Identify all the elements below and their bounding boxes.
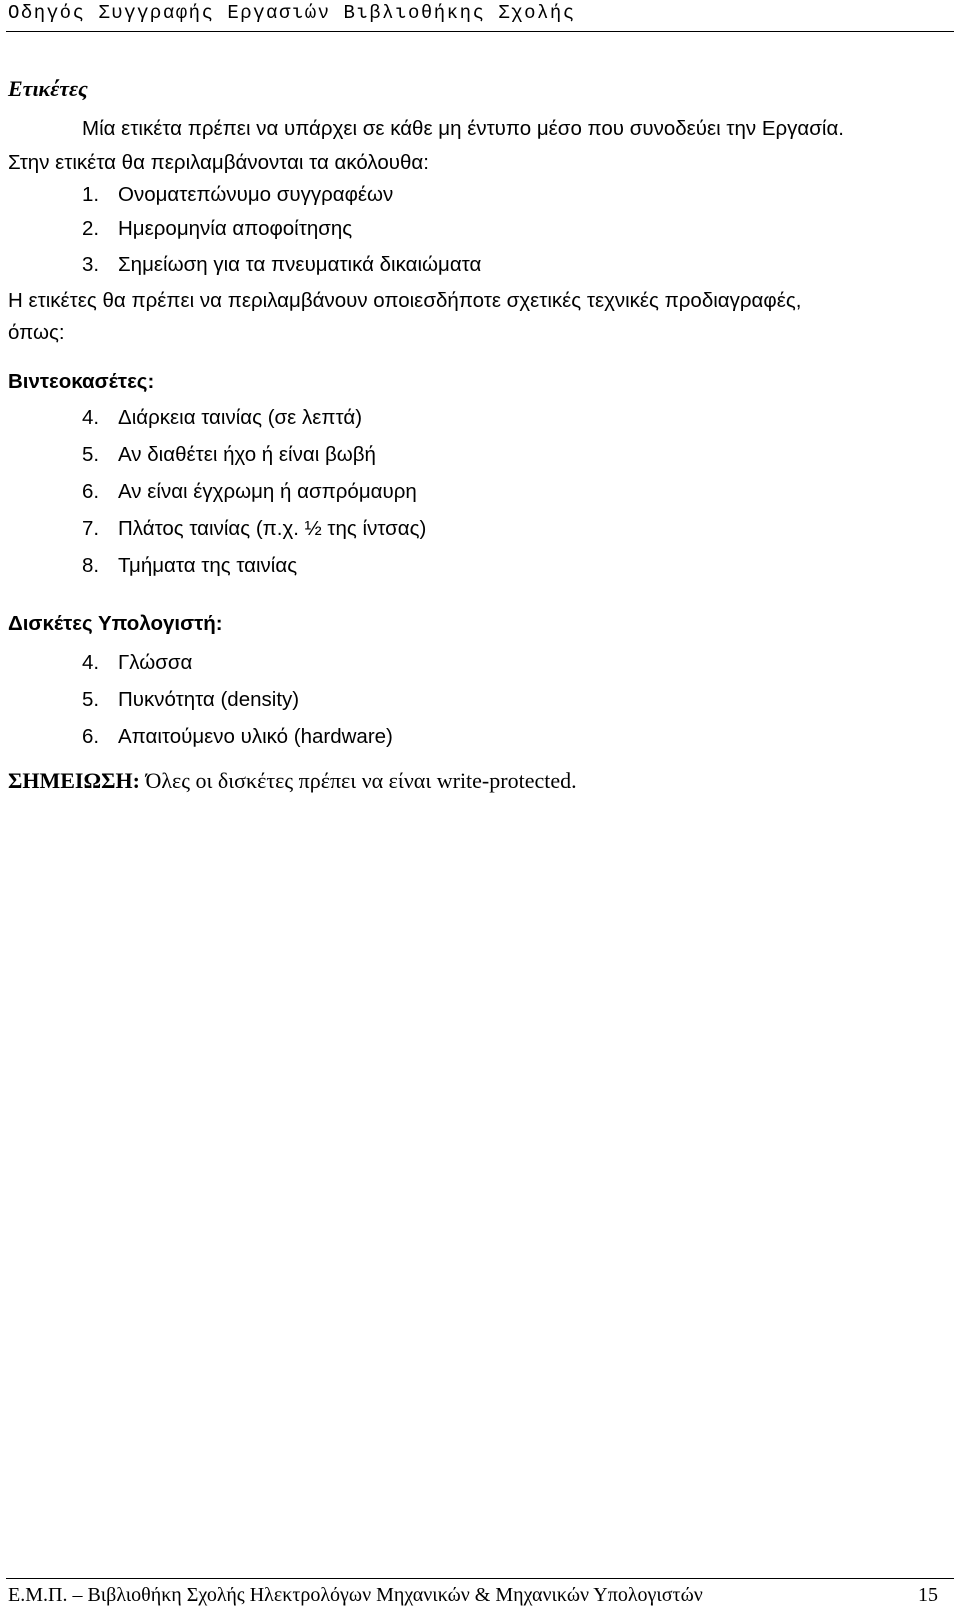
footer-divider [6,1578,954,1579]
list-item-text: Αν διαθέτει ήχο ή είναι βωβή [118,443,376,466]
list-item [82,688,299,712]
header-divider [6,31,954,32]
videocassettes-heading: Βιντεοκασέτες: [8,370,155,393]
note-text: Όλες οι δισκέτες πρέπει να είναι write-protected. [145,768,577,793]
page-footer: Ε.Μ.Π. – Βιβλιοθήκη Σχολής Ηλεκτρολόγων Μηχανικών & Μηχανικών Υπολογιστών [8,1584,703,1606]
diskettes-heading: Δισκέτες Υπολογιστή: [8,612,223,635]
list-item-number: 2. [82,217,100,240]
list-item [82,183,393,207]
list-item-number: 6. [82,480,100,503]
intro-line-1: Μία ετικέτα πρέπει να υπάρχει σε κάθε μη έντυπο μέσο που συνοδεύει την Εργασία. [82,117,845,140]
list-item [82,554,297,578]
list-item [82,651,192,675]
list-item-text: Τμήματα της ταινίας [118,554,298,577]
list-item-number: 3. [82,253,100,276]
list-item-text: Ημερομηνία αποφοίτησης [118,217,353,240]
list-item-text: Απαιτούμενο υλικό (hardware) [118,725,393,748]
list-item-number: 6. [82,725,100,748]
list-item-text: Σημείωση για τα πνευματικά δικαιώματα [118,253,482,276]
list-item [82,517,426,541]
list-item [82,443,376,467]
note [8,768,577,794]
list-item [82,480,417,504]
list-item-text: Γλώσσα [118,651,193,674]
list-item [82,725,393,749]
spec-line-2: όπως: [8,321,65,344]
list-item-text: Ονοματεπώνυμο συγγραφέων [118,183,394,206]
intro-line-2: Στην ετικέτα θα περιλαμβάνονται τα ακόλουθα: [8,151,429,174]
list-item-text: Πυκνότητα (density) [118,688,300,711]
list-item-number: 1. [82,183,100,206]
note-label: ΣΗΜΕΙΩΣΗ: [8,768,140,793]
list-item-number: 8. [82,554,100,577]
list-item-text: Διάρκεια ταινίας (σε λεπτά) [118,406,363,429]
list-item-number: 4. [82,406,100,429]
section-title: Ετικέτες [8,76,88,101]
list-item [82,406,362,430]
list-item [82,217,352,241]
list-item-text: Αν είναι έγχρωμη ή ασπρόμαυρη [118,480,417,503]
list-item-number: 5. [82,688,100,711]
spec-line-1: Η ετικέτες θα πρέπει να περιλαμβάνουν οποιεσδήποτε σχετικές τεχνικές προδιαγραφές, [8,289,802,312]
list-item-number: 7. [82,517,100,540]
list-item-number: 4. [82,651,100,674]
page-number: 15 [918,1584,938,1606]
list-item-number: 5. [82,443,100,466]
list-item [82,253,481,277]
page-header: Οδηγός Συγγραφής Εργασιών Βιβλιοθήκης Σχολής [8,2,576,24]
list-item-text: Πλάτος ταινίας (π.χ. ½ της ίντσας) [118,517,427,540]
